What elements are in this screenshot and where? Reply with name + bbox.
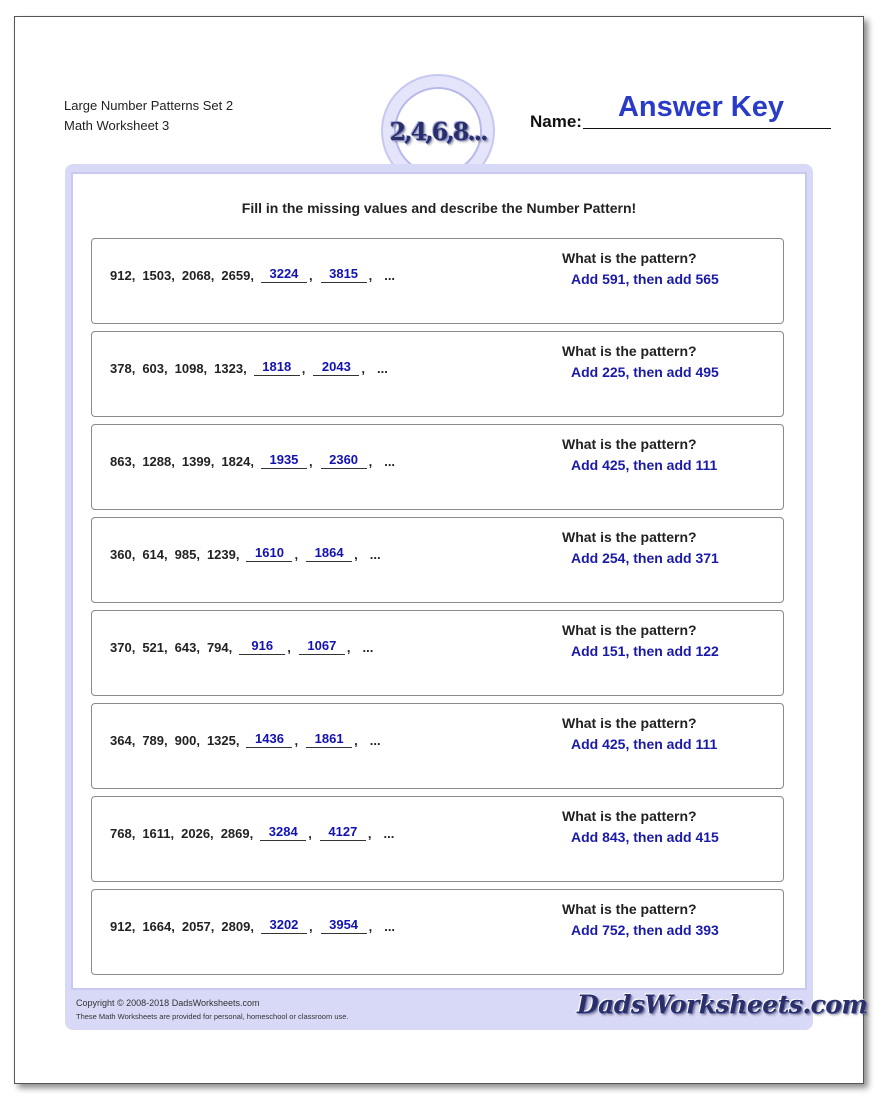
comma-separator: , [346,640,351,655]
comma-separator: , [308,454,313,469]
sequence-number: 1323, [214,361,247,376]
comma-separator: , [354,547,358,562]
pattern-answer[interactable]: Add 151, then add 122 [571,643,719,659]
number-sequence [110,452,395,469]
pattern-question-label: What is the pattern? [562,808,697,824]
answer-blank[interactable]: 916 [239,638,285,655]
sequence-number: 2809, [221,919,254,934]
sequence-number: 2057, [181,919,215,934]
ellipsis: ... [369,733,381,748]
sequence-number: 789, [142,733,168,748]
answer-blank[interactable]: 3284 [260,824,306,841]
ellipsis: ... [384,454,396,469]
sequence-number: 2026, [181,826,214,841]
badge-text: 2,4,6,8... [389,116,487,146]
comma-separator: , [287,640,291,655]
sequence-number: 364, [110,733,136,748]
answer-blank[interactable]: 1935 [261,452,307,469]
number-sequence [110,638,373,655]
number-sequence [110,824,394,841]
ellipsis: ... [384,268,396,283]
sequence-number: 1098, [174,361,208,376]
problem-box [91,796,784,882]
comma-separator: , [294,547,299,562]
pattern-answer[interactable]: Add 254, then add 371 [571,550,719,566]
sequence-number: 1503, [142,268,175,283]
comma-separator: , [308,919,313,934]
badge-inner-circle [389,87,487,175]
comma-separator: , [361,361,365,376]
worksheet-page [14,16,868,1084]
number-sequence [110,917,395,934]
pattern-answer[interactable]: Add 225, then add 495 [571,364,719,380]
sequence-number: 1399, [181,454,215,469]
problems-panel [65,164,868,1030]
comma-separator: , [368,268,373,283]
sequence-number: 603, [142,361,168,376]
sequence-number: 1239, [206,547,240,562]
pattern-answer[interactable]: Add 752, then add 393 [571,922,719,938]
copyright-text: Copyright © 2008-2018 DadsWorksheets.com [76,998,260,1008]
problem-box [91,517,784,603]
sequence-number: 2659, [221,268,254,283]
problem-box [91,703,784,789]
answer-blank[interactable]: 3224 [261,266,307,283]
pattern-answer[interactable]: Add 425, then add 111 [571,457,718,473]
worksheet-subtitle: Math Worksheet 3 [64,118,170,133]
sequence-number: 1325, [206,733,240,748]
pattern-answer[interactable]: Add 843, then add 415 [571,829,719,845]
sequence-number: 768, [110,826,136,841]
answer-blank[interactable]: 4127 [320,824,366,841]
answer-blank[interactable]: 1861 [306,731,352,748]
pattern-question-label: What is the pattern? [562,343,697,359]
answer-blank[interactable]: 1610 [246,545,292,562]
answer-blank[interactable]: 1436 [246,731,292,748]
sequence-number: 985, [174,547,200,562]
answer-key-label: Answer Key [617,91,784,123]
sequence-number: 2068, [181,268,215,283]
comma-separator: , [294,733,299,748]
comma-separator: , [301,361,306,376]
answer-blank[interactable]: 2360 [321,452,367,469]
sequence-number: 370, [110,640,136,655]
sequence-number: 360, [110,547,136,562]
sequence-number: 863, [110,454,136,469]
sequence-number: 643, [174,640,200,655]
sequence-number: 521, [142,640,168,655]
comma-separator: , [308,268,313,283]
ellipsis: ... [384,919,396,934]
disclaimer-text: These Math Worksheets are provided for personal, homeschool or classroom use. [76,1012,349,1021]
sequence-number: 2869, [220,826,254,841]
pattern-question-label: What is the pattern? [562,901,697,917]
answer-blank[interactable]: 1864 [306,545,352,562]
pattern-question-label: What is the pattern? [562,529,697,545]
problem-box [91,238,784,324]
sequence-number: 912, [110,268,136,283]
answer-blank[interactable]: 3815 [321,266,367,283]
problem-box [91,331,784,417]
pattern-answer[interactable]: Add 425, then add 111 [571,736,718,752]
comma-separator: , [367,826,372,841]
sequence-number: 794, [206,640,233,655]
number-sequence [110,545,381,562]
number-sequence [110,266,395,283]
sequence-number: 378, [110,361,136,376]
ellipsis: ... [383,826,395,841]
answer-blank[interactable]: 3202 [261,917,307,934]
pattern-question-label: What is the pattern? [562,436,697,452]
comma-separator: , [368,454,373,469]
sequence-number: 1664, [142,919,175,934]
problem-box [91,424,784,510]
pattern-answer[interactable]: Add 591, then add 565 [571,271,719,287]
answer-blank[interactable]: 1818 [254,359,300,376]
sequence-number: 614, [142,547,168,562]
pattern-question-label: What is the pattern? [562,250,697,266]
problem-box [91,889,784,975]
instructions: Fill in the missing values and describe the Number Pattern! [241,200,637,216]
comma-separator: , [354,733,358,748]
number-sequence [110,731,381,748]
sequence-number: 912, [110,919,136,934]
ellipsis: ... [376,361,388,376]
problem-box [91,610,784,696]
name-label: Name: [530,112,582,131]
name-line [583,128,831,129]
answer-blank[interactable]: 3954 [321,917,367,934]
sequence-number: 1824, [221,454,254,469]
sequence-number: 1288, [142,454,175,469]
pattern-question-label: What is the pattern? [562,715,697,731]
problems-panel-inner [71,172,807,990]
ellipsis: ... [369,547,381,562]
ellipsis: ... [362,640,374,655]
sequence-number: 900, [174,733,200,748]
sequence-number: 1611, [142,826,175,841]
pattern-question-label: What is the pattern? [562,622,697,638]
answer-blank[interactable]: 2043 [313,359,359,376]
number-sequence [110,359,388,376]
answer-blank[interactable]: 1067 [299,638,345,655]
dadsworksheets-logo: DadsWorksheets.com [577,990,868,1019]
worksheet-title: Large Number Patterns Set 2 [64,98,234,113]
comma-separator: , [308,826,312,841]
comma-separator: , [368,919,373,934]
